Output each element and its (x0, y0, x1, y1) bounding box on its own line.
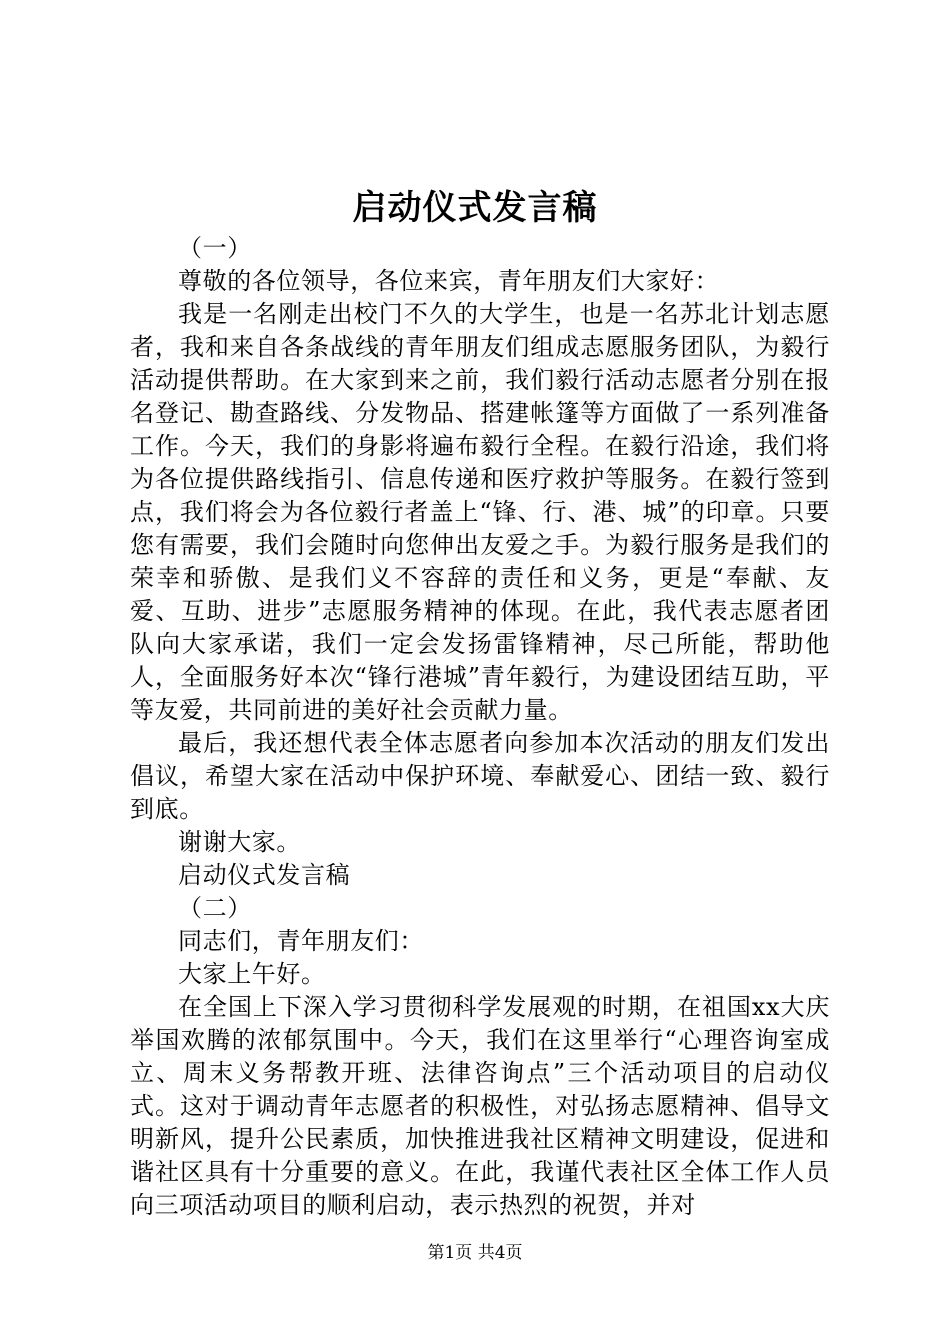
paragraph-volunteer-intro: 我是一名刚走出校门不久的大学生，也是一名苏北计划志愿者，我和来自各条战线的青年朋友们组成志愿服务团队，为毅行活动提供帮助。在大家到来之前，我们毅行活动志愿者分别在报名登记、勘查路线、分发物品、搭建帐篷等方面做了一系列准备工作。今天，我们的身影将遍布毅行全程。在毅行沿途，我们将为各位提供路线指引、信息传递和医疗救护等服务。在毅行签到点，我们将会为各位毅行者盖上“锋、行、港、城”的印章。只要您有需要，我们会随时向您伸出友爱之手。为毅行服务是我们的荣幸和骄傲、是我们义不容辞的责任和义务，更是“奉献、友爱、互助、进步”志愿服务精神的体现。在此，我代表志愿者团队向大家承诺，我们一定会发扬雷锋精神，尽己所能，帮助他人，全面服务好本次“锋行港城”青年毅行，为建设团结互助，平等友爱，共同前进的美好社会贡献力量。 (130, 300, 830, 724)
paragraph-closing-appeal: 最后，我还想代表全体志愿者向参加本次活动的朋友们发出倡议，希望大家在活动中保护环境、奉献爱心、团结一致、毅行到底。 (130, 729, 830, 823)
paragraph-launch-ceremony: 在全国上下深入学习贯彻科学发展观的时期，在祖国xx大庆举国欢腾的浓郁氛围中。今天，我们在这里举行“心理咨询室成立、周末义务帮教开班、法律咨询点”三个活动项目的启动仪式。这对于调动青年志愿者的积极性，对弘扬志愿精神、倡导文明新风，提升公民素质，加快推进我社区精神文明建设，促进和谐社区具有十分重要的意义。在此，我谨代表社区全体工作人员向三项活动项目的顺利启动，表示热烈的祝贺，并对 (130, 993, 830, 1219)
paragraph-subtitle: 启动仪式发言稿 (178, 861, 351, 889)
page-number-footer: 第1页 共4页 (427, 1243, 523, 1263)
document-body (130, 232, 830, 1222)
paragraph-greeting-one: 尊敬的各位领导，各位来宾，青年朋友们大家好： (178, 267, 720, 295)
paragraph-section-two-marker: （二） (178, 894, 252, 922)
paragraph-section-one-marker: （一） (178, 234, 252, 262)
paragraph-thanks: 谢谢大家。 (178, 828, 301, 856)
paragraph-morning-greeting: 大家上午好。 (178, 960, 326, 988)
paragraph-greeting-two: 同志们，青年朋友们： (178, 927, 424, 955)
document-title: 启动仪式发言稿 (352, 188, 598, 228)
